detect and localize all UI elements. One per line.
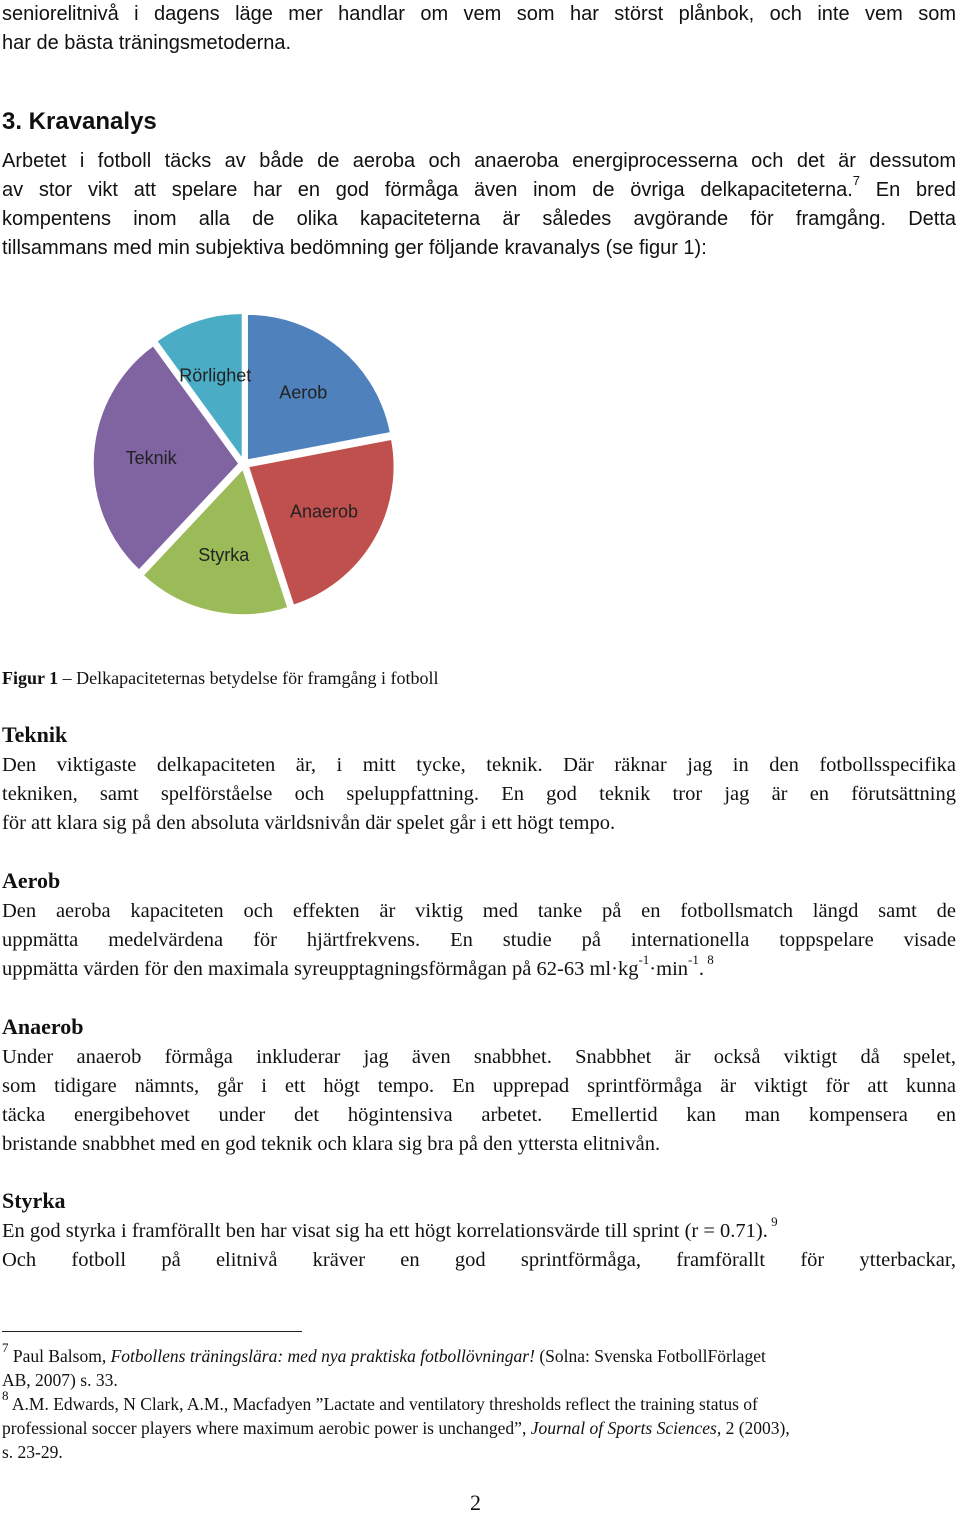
footnote-7-line-2: AB, 2007) s. 33.: [2, 1370, 118, 1390]
section-heading-anaerob: Anaerob: [2, 1014, 84, 1039]
teknik-paragraph: [2, 751, 956, 838]
figure-caption: [2, 668, 439, 689]
styrka-paragraph: [2, 1214, 956, 1275]
anaerob-line-3: täcka energibehovet under det högintensiva arbetet. Emellertid kan man kompensera en: [2, 1104, 956, 1126]
footnote-8-authors: A.M. Edwards, N Clark, A.M., Macfadyen ”Lactate and ventilatory thresholds reflect the training status of: [8, 1394, 758, 1414]
aerob-line-2: uppmätta medelvärdena för hjärtfrekvens. En studie på internationella toppspelare visade: [2, 929, 956, 951]
teknik-line-3: för att klara sig på den absoluta världsnivån där spelet går i ett högt tempo.: [2, 812, 616, 834]
footnote-ref-9: 9: [767, 1214, 778, 1230]
footnote-8-number: 8: [2, 1388, 9, 1404]
section-heading-teknik: Teknik: [2, 722, 68, 747]
intro-line-2: har de bästa träningsmetoderna.: [2, 32, 292, 54]
aerob-paragraph: [2, 897, 956, 984]
footnote-8-line-3: s. 23-29.: [2, 1442, 63, 1462]
figure-caption-label: Figur 1: [2, 668, 59, 688]
section-heading-aerob: Aerob: [2, 868, 61, 893]
teknik-line-1: Den viktigaste delkapaciteten är, i mitt tycke, teknik. Där räknar jag in den fotbollsspecifika: [2, 754, 956, 776]
teknik-line-2: tekniken, samt spelförståelse och speluppfattning. En god teknik tror jag är en förutsättning: [2, 783, 956, 805]
footnote-7-publisher: (Solna: Svenska FotbollFörlaget: [534, 1346, 766, 1366]
footnote-7-author: Paul Balsom,: [8, 1346, 111, 1366]
aerob-line-3: [2, 952, 956, 984]
page-number: 2: [470, 1490, 481, 1515]
anaerob-line-2: som tidigare nämnts, går i ett högt tempo. En upprepad sprintförmåga är viktigt för att kunna: [2, 1075, 956, 1097]
pie-label-styrka: Styrka: [198, 544, 250, 565]
aerob-line-3-period: .: [698, 958, 704, 980]
anaerob-paragraph: [2, 1043, 956, 1159]
pie-label-r-rlighet: Rörlighet: [179, 365, 252, 386]
footnote-ref-8: 8: [704, 952, 714, 968]
pie-chart: [0, 300, 960, 630]
aerob-line-3a: uppmätta värden för den maximala syreupptagningsförmågan på 62-63 ml: [2, 958, 612, 980]
footnote-7-title: Fotbollens träningslära: med nya praktiska fotbollövningar!: [110, 1346, 535, 1366]
kravanalys-paragraph: [2, 147, 956, 263]
footnote-8-line-1: [2, 1388, 956, 1416]
intro-paragraph: [2, 0, 956, 58]
kravanalys-line-3: kompentens inom alla de olika kapaciteterna är således avgörande för framgång. Detta: [2, 208, 956, 230]
styrka-line-2: Och fotboll på elitnivå kräver en god sprintförmåga, framförallt för ytterbackar,: [2, 1249, 956, 1271]
section-heading-styrka: Styrka: [2, 1188, 66, 1213]
footnote-separator: [2, 1331, 302, 1332]
intro-line-1: seniorelitnivå i dagens läge mer handlar om vem som har störst plånbok, och inte vem som: [2, 3, 956, 25]
exponent-1: -1: [638, 952, 650, 968]
styrka-line-1: [2, 1214, 956, 1246]
pie-label-aerob: Aerob: [279, 382, 328, 403]
styrka-line-1-text: En god styrka i framförallt ben har visat sig ha ett högt korrelationsvärde till sprint (r = 0.71).: [2, 1220, 768, 1242]
aerob-line-1: Den aeroba kapaciteten och effekten är viktig med tanke på en fotbollsmatch längd samt de: [2, 900, 956, 922]
footnote-8-title: professional soccer players where maximum aerobic power is unchanged”,: [2, 1418, 531, 1438]
kravanalys-line-4: tillsammans med min subjektiva bedömning ger följande kravanalys (se figur 1):: [2, 237, 707, 259]
kravanalys-line-1: Arbetet i fotboll täcks av både de aeroba och anaeroba energiprocesserna och det är dessutom: [2, 150, 956, 172]
pie-label-teknik: Teknik: [125, 448, 177, 469]
footnote-7-line-1: [2, 1340, 956, 1368]
exponent-2: -1: [688, 952, 699, 968]
dot-operator-2: ·: [649, 958, 657, 980]
footnote-7-number: 7: [2, 1340, 9, 1356]
footnote-8-volume: 2 (2003),: [721, 1418, 790, 1438]
footnotes: [2, 1340, 956, 1464]
unit-kg: kg: [617, 958, 639, 980]
figure-caption-text: – Delkapaciteternas betydelse för framgång i fotboll: [58, 668, 439, 688]
pie-label-anaerob: Anaerob: [290, 501, 359, 522]
kravanalys-line-2b: En bred: [860, 179, 957, 201]
anaerob-line-1: Under anaerob förmåga inkluderar jag även snabbhet. Snabbhet är också viktigt då spelet,: [2, 1046, 956, 1068]
kravanalys-line-2: [2, 173, 957, 205]
kravanalys-line-2a: av stor vikt att spelare har en god förmåga även inom de övriga delkapaciteterna.: [2, 179, 853, 201]
footnote-ref-7: 7: [852, 173, 860, 189]
section-heading-kravanalys: 3. Kravanalys: [2, 108, 157, 135]
anaerob-line-4: bristande snabbhet med en god teknik och klara sig bra på den yttersta elitnivån.: [2, 1133, 661, 1155]
footnote-8-journal: Journal of Sports Sciences,: [530, 1418, 722, 1438]
footnote-8-line-2: [2, 1416, 956, 1440]
dot-operator-1: ·: [611, 958, 618, 980]
unit-min: min: [656, 958, 689, 980]
